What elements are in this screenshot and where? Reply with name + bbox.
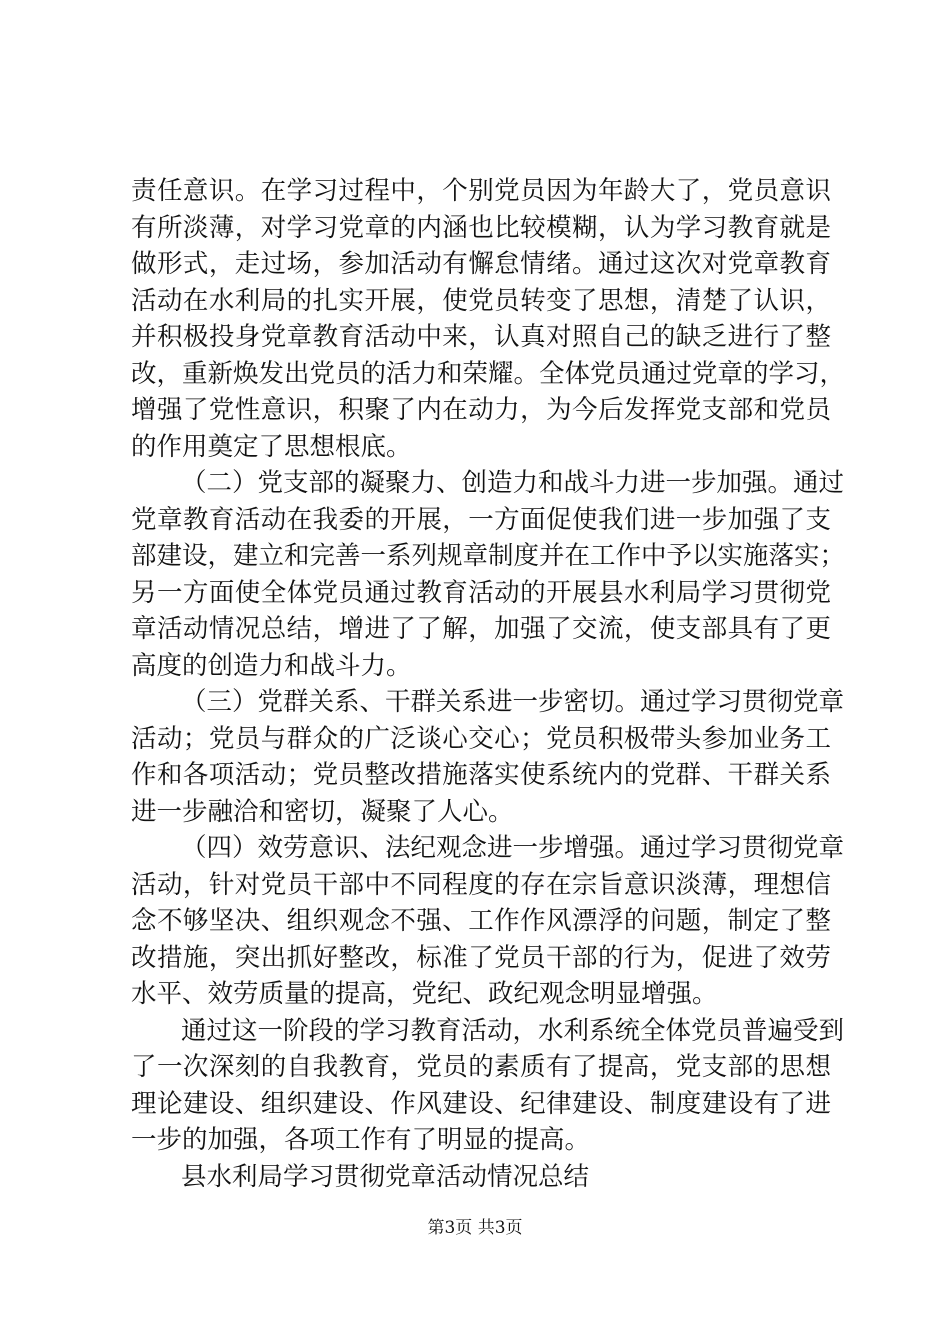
paragraph-heading-line: （四）效劳意识、法纪观念进一步增强。通过学习贯彻党章 xyxy=(181,833,845,863)
text-line: 了一次深刻的自我教育，党员的素质有了提高，党支部的思想 xyxy=(131,1052,831,1082)
text-line: 念不够坚决、组织观念不强、工作作风漂浮的问题，制定了整 xyxy=(131,906,831,936)
text-line: 增强了党性意识，积聚了内在动力，为今后发挥党支部和党员 xyxy=(131,395,831,425)
paragraph-first-line: 通过这一阶段的学习教育活动，水利系统全体党员普遍受到 xyxy=(181,1015,845,1046)
text-line: 党章教育活动在我委的开展，一方面促使我们进一步加强了支 xyxy=(131,504,831,535)
text-line: 并积极投身党章教育活动中来，认真对照自己的缺乏进行了整 xyxy=(131,322,831,352)
text-line: 的作用奠定了思想根底。 xyxy=(131,431,412,462)
text-line: 责任意识。在学习过程中，个别党员因为年龄大了，党员意识 xyxy=(131,176,831,206)
document-title-line: 县水利局学习贯彻党章活动情况总结 xyxy=(181,1161,590,1192)
text-line: 有所淡薄，对学习党章的内涵也比较模糊，认为学习教育就是 xyxy=(131,212,831,243)
text-line: 进一步融洽和密切，凝聚了人心。 xyxy=(131,796,514,827)
text-line: 部建设，建立和完善一系列规章制度并在工作中予以实施落实； xyxy=(131,541,846,571)
text-line: 活动，针对党员干部中不同程度的存在宗旨意识淡薄，理想信 xyxy=(131,869,831,900)
paragraph-heading-line: （三）党群关系、干群关系进一步密切。通过学习贯彻党章 xyxy=(181,687,845,717)
text-line: 章活动情况总结，增进了了解，加强了交流，使支部具有了更 xyxy=(131,614,831,644)
text-line: 改，重新焕发出党员的活力和荣耀。全体党员通过党章的学习， xyxy=(131,358,846,389)
text-line: 作和各项活动；党员整改措施落实使系统内的党群、干群关系 xyxy=(131,760,831,790)
text-line: 做形式，走过场，参加活动有懈怠情绪。通过这次对党章教育 xyxy=(131,249,831,279)
text-line: 另一方面使全体党员通过教育活动的开展县水利局学习贯彻党 xyxy=(131,577,831,608)
paragraph-heading-line: （二）党支部的凝聚力、创造力和战斗力进一步加强。通过 xyxy=(181,468,845,498)
text-line: 一步的加强，各项工作有了明显的提高。 xyxy=(131,1125,591,1155)
text-line: 活动在水利局的扎实开展，使党员转变了思想，清楚了认识， xyxy=(131,285,831,316)
text-line: 理论建设、组织建设、作风建设、纪律建设、制度建设有了进 xyxy=(131,1088,831,1119)
page-footer: 第3页 共3页 xyxy=(427,1218,523,1238)
text-line: 活动；党员与群众的广泛谈心交心；党员积极带头参加业务工 xyxy=(131,723,831,754)
document-body xyxy=(131,173,846,1195)
text-line: 高度的创造力和战斗力。 xyxy=(131,650,412,681)
text-line: 水平、效劳质量的提高，党纪、政纪观念明显增强。 xyxy=(131,979,718,1009)
text-line: 改措施，突出抓好整改，标准了党员干部的行为，促进了效劳 xyxy=(131,942,831,973)
